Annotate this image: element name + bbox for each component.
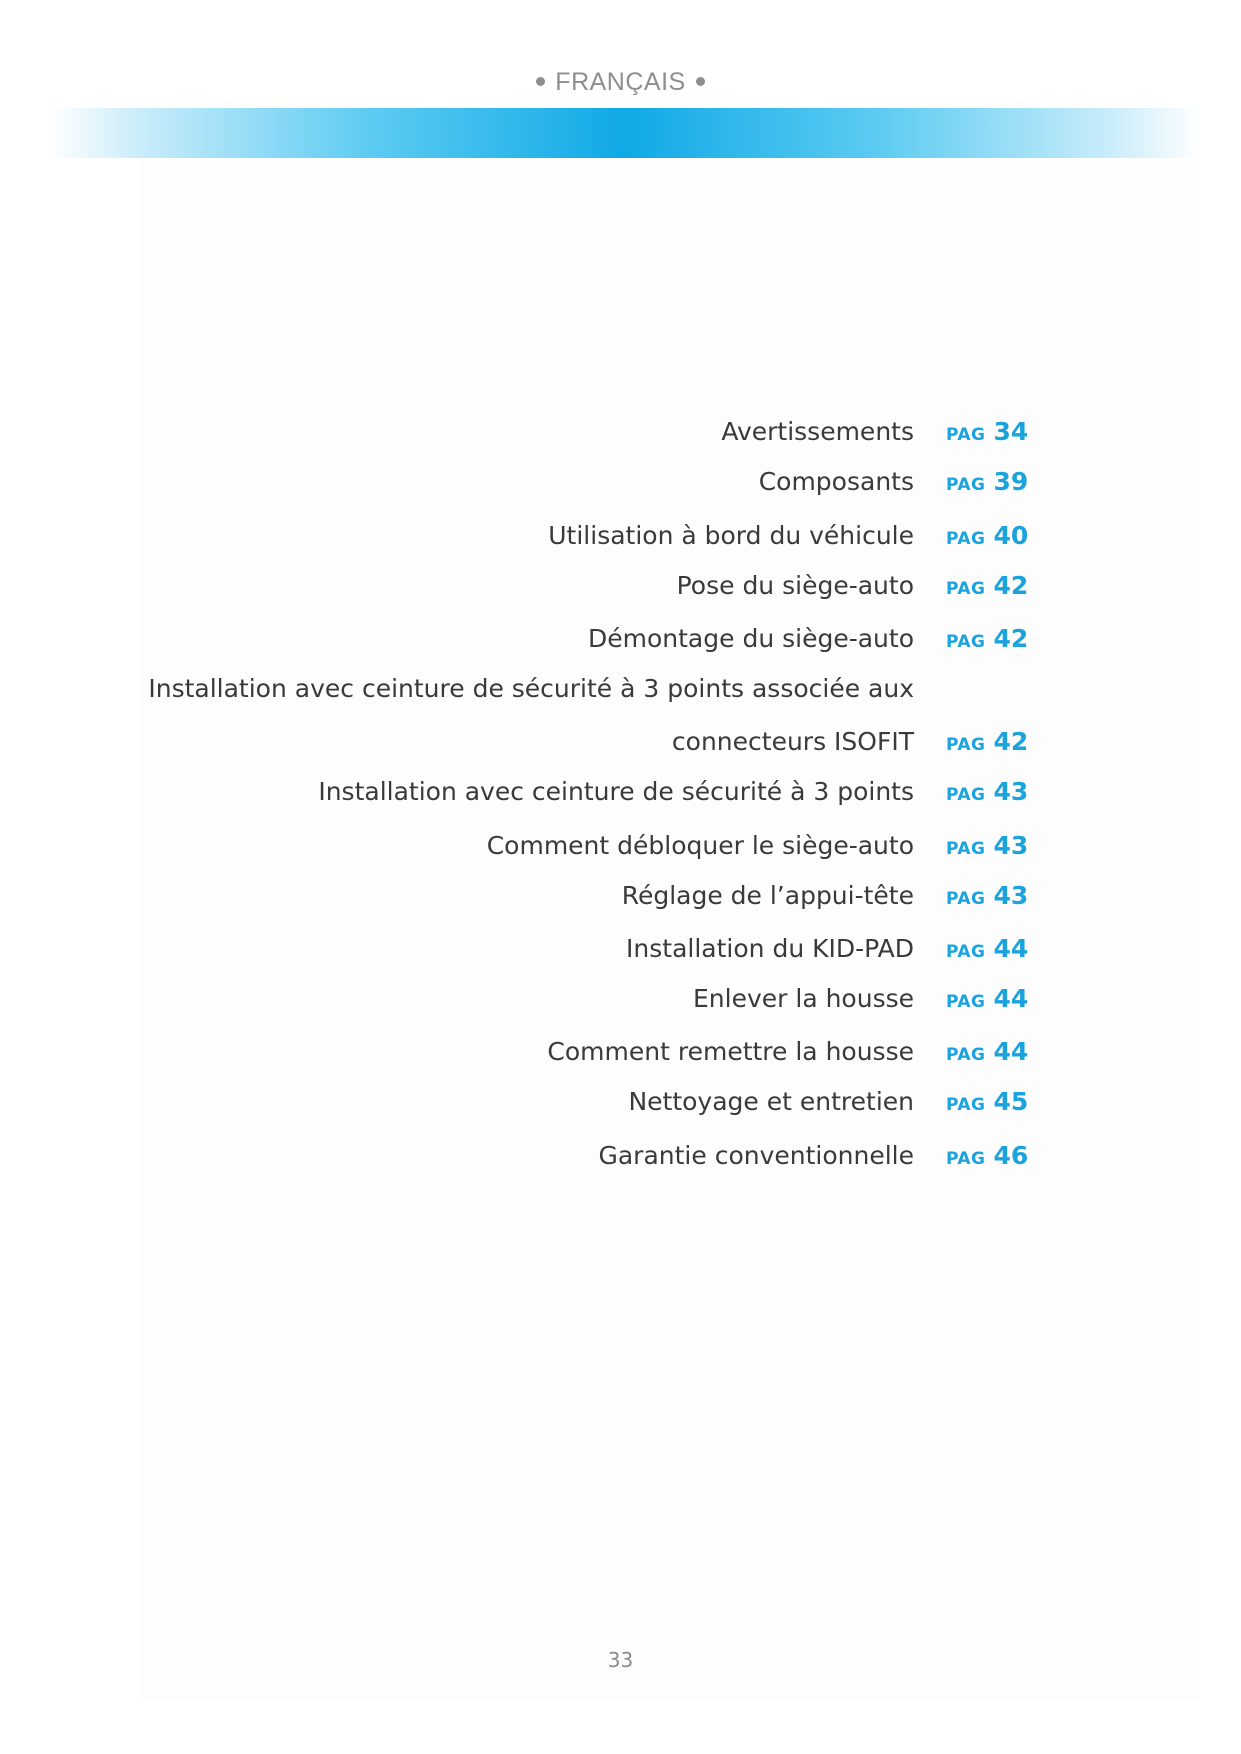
toc-entry-page-ref <box>946 826 1028 869</box>
toc-entry <box>0 462 1241 502</box>
toc-entry-title: Nettoyage et entretien <box>628 1087 914 1116</box>
page-prefix-label: PAG <box>946 839 986 859</box>
toc-entry-page-ref <box>946 722 1028 765</box>
toc-entry <box>0 1136 1241 1176</box>
toc-entry-page-ref <box>946 979 1028 1022</box>
page-number-ref: 44 <box>993 1037 1029 1066</box>
page-prefix-label: PAG <box>946 735 986 755</box>
page-prefix-label: PAG <box>946 889 986 909</box>
page-prefix-label: PAG <box>946 632 986 652</box>
toc-entry <box>0 772 1241 812</box>
toc-entry <box>0 1032 1241 1072</box>
page-number-ref: 43 <box>993 777 1029 806</box>
page-prefix-label: PAG <box>946 425 986 445</box>
page-prefix-label: PAG <box>946 785 986 805</box>
page-prefix-label: PAG <box>946 579 986 599</box>
toc-entry <box>0 412 1241 452</box>
toc-entry-title: Avertissements <box>721 417 914 446</box>
toc-entry-title: Composants <box>758 467 914 496</box>
toc-entry-title: Enlever la housse <box>693 984 914 1013</box>
toc-entry-title: Installation du KID-PAD <box>626 934 914 963</box>
toc-entry-page-ref <box>946 516 1028 559</box>
page-prefix-label: PAG <box>946 1045 986 1065</box>
page-prefix-label: PAG <box>946 992 986 1012</box>
toc-entry-title: Comment remettre la housse <box>547 1037 914 1066</box>
toc-entry <box>0 669 1241 709</box>
toc-entry <box>0 1082 1241 1122</box>
toc-entry-title: Garantie conventionnelle <box>598 1141 914 1170</box>
toc-entry <box>0 876 1241 916</box>
toc-entry <box>0 566 1241 606</box>
toc-entry-page-ref <box>946 412 1028 455</box>
toc-entry-title: Démontage du siège-auto <box>588 624 914 653</box>
page-number-ref: 45 <box>993 1087 1029 1116</box>
page-number-ref: 43 <box>993 881 1029 910</box>
page-number-ref: 43 <box>993 831 1029 860</box>
page-number-ref: 44 <box>993 934 1029 963</box>
page-number-ref: 42 <box>993 727 1029 756</box>
toc-entry-page-ref <box>946 619 1028 662</box>
bullet-icon <box>696 77 705 86</box>
page-prefix-label: PAG <box>946 529 986 549</box>
toc-entry-page-ref <box>946 462 1028 505</box>
page-prefix-label: PAG <box>946 942 986 962</box>
toc-entry <box>0 826 1241 866</box>
language-label: FRANÇAIS <box>555 68 686 96</box>
page-number: 33 <box>607 1648 634 1672</box>
toc-entry-title: connecteurs ISOFIT <box>671 727 914 756</box>
toc-entry-page-ref <box>946 772 1028 815</box>
toc-entry <box>0 929 1241 969</box>
page-number-ref: 34 <box>993 417 1029 446</box>
toc-entry-page-ref <box>946 876 1028 919</box>
language-header <box>0 68 1241 97</box>
toc-entry-title: Installation avec ceinture de sécurité à 3 points <box>318 777 914 806</box>
page-number-ref: 39 <box>993 467 1029 496</box>
page-prefix-label: PAG <box>946 1095 986 1115</box>
toc-entry-title: Utilisation à bord du véhicule <box>548 521 914 550</box>
page-number-ref: 40 <box>993 521 1029 550</box>
toc-entry <box>0 619 1241 659</box>
toc-entry-page-ref <box>946 566 1028 609</box>
page-number-ref: 42 <box>993 571 1029 600</box>
toc-entry-title: Comment débloquer le siège-auto <box>486 831 914 860</box>
toc-entry-page-ref <box>946 1136 1028 1179</box>
toc-entry <box>0 979 1241 1019</box>
toc-entry-page-ref <box>946 1032 1028 1075</box>
toc-entry-title: Pose du siège-auto <box>676 571 914 600</box>
toc-entry <box>0 722 1241 762</box>
page-number-ref: 46 <box>993 1141 1029 1170</box>
toc-entry-title: Réglage de l’appui-tête <box>621 881 914 910</box>
page-number-ref: 42 <box>993 624 1029 653</box>
toc-entry <box>0 516 1241 556</box>
bullet-icon <box>536 77 545 86</box>
toc-entry-page-ref <box>946 929 1028 972</box>
toc-entry-title: Installation avec ceinture de sécurité à 3 points associée aux <box>148 674 914 703</box>
page-prefix-label: PAG <box>946 1149 986 1169</box>
page-number-ref: 44 <box>993 984 1029 1013</box>
page-prefix-label: PAG <box>946 475 986 495</box>
header-gradient-bar <box>50 108 1200 158</box>
toc-entry-page-ref <box>946 1082 1028 1125</box>
